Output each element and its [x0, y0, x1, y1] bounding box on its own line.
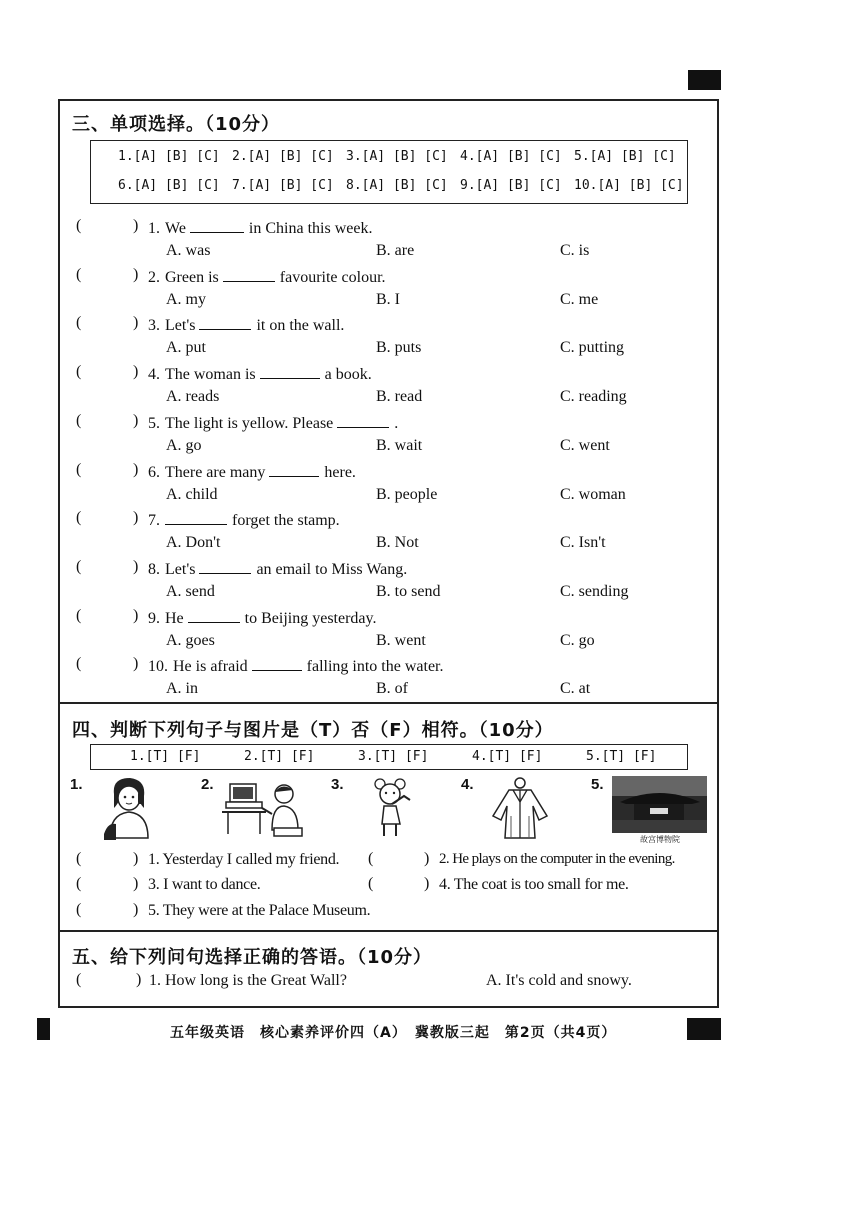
answer-paren-open: (	[368, 875, 374, 892]
option-a: A. put	[166, 339, 206, 357]
statement-2: 2. He plays on the computer in the evening.	[439, 851, 675, 867]
question-text-before: Green is	[165, 268, 219, 286]
answer-paren-close: )	[133, 314, 139, 332]
answer-cell: 3.[A] [B] [C]	[346, 149, 448, 164]
answer-paren-open: (	[76, 850, 82, 867]
question-stem	[148, 413, 398, 433]
answer-paren-open: (	[76, 217, 82, 234]
question-text-before: Let's	[165, 317, 196, 335]
section-divider-4	[58, 702, 719, 704]
option-c: C. woman	[560, 485, 626, 503]
option-a: A. send	[166, 582, 215, 600]
option-c: C. is	[560, 242, 590, 259]
picture-2-number: 2.	[201, 776, 214, 793]
question-number: 1.	[148, 220, 160, 237]
answer-cell: 7.[A] [B] [C]	[232, 178, 334, 193]
option-b: B. of	[376, 680, 408, 698]
statement-5: 5. They were at the Palace Museum.	[148, 902, 371, 919]
option-c: C. reading	[560, 388, 627, 406]
option-b: B. are	[376, 242, 415, 259]
option-a: A. reads	[166, 388, 220, 406]
answer-cell: 3.[T] [F]	[358, 749, 429, 764]
answer-paren-open: (	[76, 901, 82, 918]
question-stem	[148, 462, 356, 482]
question-text-after: in China this week.	[248, 220, 373, 237]
answer-cell: 10.[A] [B] [C]	[574, 178, 684, 193]
question-stem	[148, 364, 372, 384]
answer-blank	[199, 315, 251, 330]
palace-museum-caption: 故宫博物院	[640, 835, 680, 844]
question-number: 10.	[148, 658, 168, 676]
answer-cell: 1.[T] [F]	[130, 749, 201, 764]
answer-cell: 6.[A] [B] [C]	[118, 178, 220, 193]
answer-cell: 5.[T] [F]	[586, 749, 657, 764]
option-c: C. putting	[560, 339, 625, 357]
option-a: A. Don't	[166, 534, 221, 552]
answer-cell: 4.[T] [F]	[472, 749, 543, 764]
page-footer: 五年级英语 核心素养评价四（A） 冀教版三起 第2页（共4页）	[170, 1025, 617, 1041]
picture-3-number: 3.	[331, 776, 344, 793]
girl-phone-icon	[100, 774, 158, 842]
section4-title: 四、判断下列句子与图片是（T）否（F）相符。（10分）	[72, 720, 554, 741]
palace-museum-photo	[612, 776, 707, 833]
question-text-after: favourite colour.	[279, 268, 386, 286]
option-b: B. people	[376, 485, 438, 503]
question-number: 5.	[148, 414, 160, 432]
question-text-after: an email to Miss Wang.	[256, 560, 408, 578]
girl-violin-icon	[370, 776, 414, 840]
answer-paren-close: )	[133, 850, 139, 867]
option-c: C. me	[560, 290, 599, 308]
statement-1: 1. Yesterday I called my friend.	[148, 851, 340, 868]
answer-paren-open: (	[76, 509, 82, 527]
answer-blank	[190, 218, 244, 233]
answer-paren-open: (	[76, 411, 82, 429]
option-c: C. at	[560, 680, 591, 698]
option-b: B. read	[376, 388, 423, 406]
answer-cell: 5.[A] [B] [C]	[574, 149, 676, 164]
picture-1-number: 1.	[70, 776, 83, 793]
answer-cell: 2.[T] [F]	[244, 749, 315, 764]
answer-paren-close: )	[424, 875, 430, 892]
answer-paren-close: )	[133, 875, 139, 892]
question-stem	[148, 559, 407, 579]
answer-paren-open: (	[76, 655, 82, 673]
question-number: 9.	[148, 609, 160, 627]
question-text-after: here.	[324, 463, 356, 481]
answer-paren-close: )	[133, 265, 139, 283]
question-stem	[148, 267, 386, 287]
option-b: B. to send	[376, 582, 441, 600]
answer-paren-open: (	[76, 314, 82, 332]
section5-question-1: 1. How long is the Great Wall?	[149, 972, 347, 989]
option-b: B. Not	[376, 534, 419, 552]
answer-paren-close: )	[133, 509, 139, 527]
registration-mark-bottom-left	[37, 1018, 50, 1040]
question-stem	[148, 510, 340, 530]
answer-blank	[165, 510, 227, 525]
answer-paren-close: )	[133, 901, 139, 918]
answer-cell: 8.[A] [B] [C]	[346, 178, 448, 193]
picture-4-number: 4.	[461, 776, 474, 793]
question-text-before: There are many	[165, 463, 266, 481]
question-number: 4.	[148, 366, 160, 384]
answer-blank	[269, 462, 319, 477]
statement-3: 3. I want to dance.	[148, 876, 261, 893]
registration-mark-bottom-right	[687, 1018, 721, 1040]
registration-mark-top-right	[688, 70, 721, 90]
option-a: A. in	[166, 680, 198, 698]
option-a: A. child	[166, 485, 218, 503]
question-text-before: We	[165, 220, 186, 237]
question-text-before: The woman is	[165, 366, 256, 384]
boy-computer-icon	[222, 778, 306, 838]
answer-paren-close: )	[133, 217, 139, 234]
option-b: B. went	[376, 631, 426, 649]
picture-5-number: 5.	[591, 776, 604, 793]
question-number: 6.	[148, 463, 160, 481]
question-text-after: to Beijing yesterday.	[244, 609, 377, 627]
coat-icon	[487, 776, 553, 842]
answer-paren-close: )	[424, 850, 430, 867]
option-b: B. I	[376, 290, 400, 308]
section5-title: 五、给下列问句选择正确的答语。（10分）	[72, 947, 433, 968]
section3-title: 三、单项选择。（10分）	[72, 114, 281, 135]
statement-4: 4. The coat is too small for me.	[439, 876, 629, 893]
answer-paren-open: (	[76, 363, 82, 381]
answer-paren-open: (	[76, 460, 82, 478]
option-c: C. sending	[560, 582, 629, 600]
answer-paren-open: (	[76, 606, 82, 624]
question-number: 8.	[148, 560, 160, 578]
answer-paren-close: )	[133, 363, 139, 381]
question-number: 3.	[148, 317, 160, 335]
answer-blank	[223, 267, 275, 282]
option-c: C. Isn't	[560, 534, 606, 552]
answer-paren-open: (	[76, 265, 82, 283]
answer-paren-close: )	[133, 557, 139, 575]
option-b: B. wait	[376, 436, 423, 454]
answer-paren-close: )	[133, 411, 139, 429]
answer-blank	[252, 656, 302, 671]
answer-paren-close: )	[133, 460, 139, 478]
answer-blank	[188, 608, 240, 623]
option-a: A. go	[166, 436, 202, 454]
answer-blank	[337, 413, 389, 428]
answer-cell: 4.[A] [B] [C]	[460, 149, 562, 164]
question-stem	[148, 656, 444, 676]
question-stem	[148, 608, 376, 628]
question-number: 2.	[148, 268, 160, 286]
section5-answer-a: A. It's cold and snowy.	[486, 972, 632, 989]
question-stem	[148, 218, 372, 238]
option-a: A. my	[166, 290, 206, 308]
answer-paren-close: )	[133, 655, 139, 673]
question-text-before: The light is yellow. Please	[165, 414, 334, 432]
answer-paren-open: (	[368, 850, 374, 867]
section-divider-5	[58, 930, 719, 932]
question-text-before: Let's	[165, 560, 196, 578]
answer-paren-open: (	[76, 875, 82, 892]
question-text-after: .	[394, 414, 399, 432]
answer-blank	[199, 559, 251, 574]
question-number: 7.	[148, 512, 160, 530]
question-text-after: a book.	[324, 366, 372, 384]
question-text-before: He	[165, 609, 184, 627]
option-a: A. was	[166, 242, 211, 259]
question-text-after: it on the wall.	[256, 317, 345, 335]
answer-cell: 1.[A] [B] [C]	[118, 149, 220, 164]
answer-cell: 9.[A] [B] [C]	[460, 178, 562, 193]
answer-cell: 2.[A] [B] [C]	[232, 149, 334, 164]
question-stem	[148, 315, 344, 335]
question-text-after: forget the stamp.	[232, 512, 340, 530]
answer-paren-open: (	[76, 557, 82, 575]
option-a: A. goes	[166, 631, 215, 649]
answer-paren-close: )	[133, 606, 139, 624]
option-c: C. go	[560, 631, 595, 649]
question-text-before: He is afraid	[173, 658, 248, 676]
answer-paren-close: )	[136, 971, 142, 988]
answer-paren-open: (	[76, 971, 82, 988]
option-b: B. puts	[376, 339, 422, 357]
answer-blank	[260, 364, 320, 379]
question-text-after: falling into the water.	[306, 658, 444, 676]
option-c: C. went	[560, 436, 610, 454]
